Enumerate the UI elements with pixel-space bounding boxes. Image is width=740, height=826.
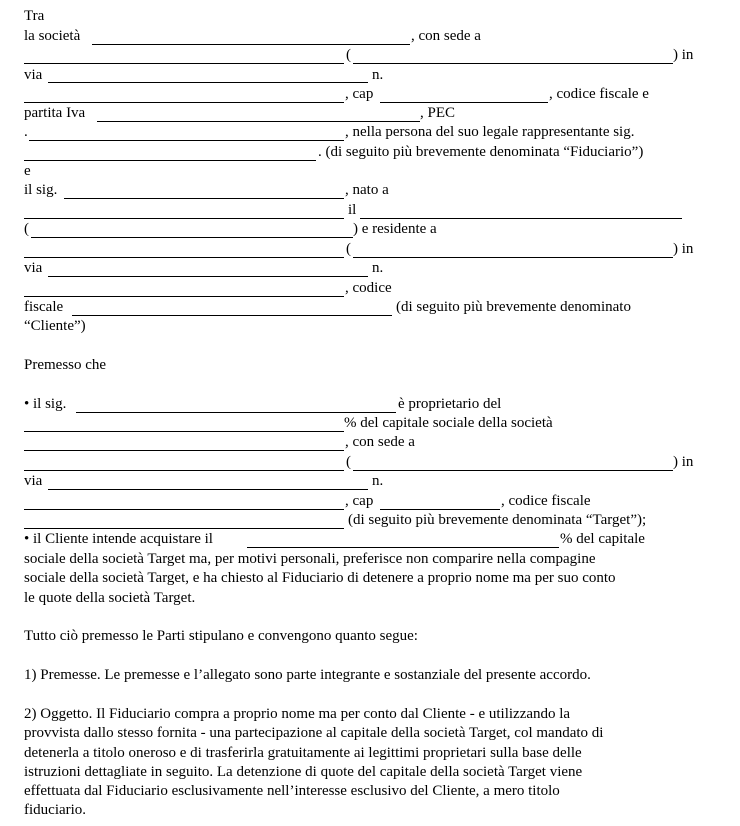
close-paren-in: ) in: [673, 47, 694, 63]
nato-a-label: , nato a: [345, 182, 389, 198]
n-label: n.: [372, 67, 384, 83]
cap-label: , cap: [345, 493, 374, 509]
n-label: n.: [372, 260, 384, 276]
civic-number-blank[interactable]: [24, 296, 344, 297]
capitale-sociale-label: % del capitale sociale della società: [344, 415, 553, 431]
close-paren-in: ) in: [673, 241, 694, 257]
percent-blank[interactable]: [24, 431, 344, 432]
via-label: via: [24, 473, 43, 489]
e-label: e: [24, 163, 31, 179]
civic-number-blank[interactable]: [24, 102, 344, 103]
proprietario-label: è proprietario del: [398, 396, 502, 412]
cliente-denomination-end: “Cliente”): [24, 318, 86, 334]
target-denomination: (di seguito più brevemente denominata “Target”);: [348, 512, 647, 528]
birthplace-blank[interactable]: [24, 218, 344, 219]
via-blank[interactable]: [48, 276, 368, 277]
target-city-blank[interactable]: [24, 470, 344, 471]
codice-fiscale-blank[interactable]: [72, 315, 392, 316]
codice-label: , codice: [345, 280, 392, 296]
legale-rappresentante-label: , nella persona del suo legale rappresentante sig.: [345, 124, 635, 140]
societa-label: la società: [24, 28, 81, 44]
article-2-line: provvista dallo stesso fornita - una partecipazione al capitale della società Target, col mandato di: [24, 725, 604, 741]
close-paren-in: ) in: [673, 454, 694, 470]
con-sede-label: , con sede a: [345, 434, 415, 450]
dot-mark: .: [24, 124, 28, 140]
article-2-line: fiduciario.: [24, 802, 87, 818]
article-2-line: effettuata dal Fiduciario esclusivamente nell’interesse esclusivo del Cliente, a mero titolo: [24, 783, 560, 799]
residence-city-blank[interactable]: [24, 257, 344, 258]
owner-name-blank[interactable]: [76, 412, 396, 413]
target-province-blank[interactable]: [353, 470, 673, 471]
birth-province-blank[interactable]: [31, 237, 353, 238]
article-2-line: detenerla a titolo oneroso e di trasferirla gratuitamente ai legittimi proprietari sulla base delle: [24, 745, 582, 761]
residence-province-blank[interactable]: [353, 257, 673, 258]
pec-label: , PEC: [420, 105, 456, 121]
partita-iva-label: partita Iva: [24, 105, 86, 121]
pec-blank[interactable]: [29, 140, 344, 141]
tutto-premesso-paragraph: Tutto ciò premesso le Parti stipulano e convengono quanto segue:: [24, 628, 418, 644]
article-2-line: istruzioni dettagliate in seguito. La detenzione di quote del capitale della società Target viene: [24, 764, 583, 780]
open-paren: (: [346, 454, 351, 470]
sede-province-blank[interactable]: [353, 63, 673, 64]
il-label: il: [348, 202, 357, 218]
via-label: via: [24, 67, 43, 83]
via-blank[interactable]: [48, 82, 368, 83]
codice-fiscale-label: , codice fiscale: [501, 493, 591, 509]
codice-fiscale-label: , codice fiscale e: [549, 86, 649, 102]
open-paren: (: [346, 241, 351, 257]
cap-blank[interactable]: [380, 509, 500, 510]
fiscale-label: fiscale: [24, 299, 64, 315]
via-label: via: [24, 260, 43, 276]
civic-number-blank[interactable]: [24, 509, 344, 510]
bullet2-line2: sociale della società Target ma, per motivi personali, preferisce non comparire nella compagine: [24, 551, 596, 567]
cliente-name-blank[interactable]: [64, 198, 344, 199]
cliente-denomination: (di seguito più brevemente denominato: [396, 299, 631, 315]
rappresentante-blank[interactable]: [24, 160, 316, 161]
tra-label: Tra: [24, 8, 45, 24]
cap-blank[interactable]: [380, 102, 548, 103]
open-paren: (: [346, 47, 351, 63]
target-codice-fiscale-blank[interactable]: [24, 528, 344, 529]
acquisition-percent-blank[interactable]: [247, 547, 559, 548]
premesso-che-heading: Premesso che: [24, 357, 107, 373]
open-paren: (: [24, 221, 29, 237]
via-blank[interactable]: [48, 489, 368, 490]
con-sede-label: , con sede a: [411, 28, 481, 44]
bullet2-line1-end: % del capitale: [560, 531, 645, 547]
bullet1-il-sig: • il sig.: [24, 396, 67, 412]
sede-city-blank[interactable]: [24, 63, 344, 64]
il-sig-label: il sig.: [24, 182, 58, 198]
article-2-line: 2) Oggetto. Il Fiduciario compra a proprio nome ma per conto dal Cliente - e utilizzando la: [24, 706, 571, 722]
societa-name-blank[interactable]: [92, 44, 410, 45]
birthdate-blank[interactable]: [360, 218, 682, 219]
bullet2-line1: • il Cliente intende acquistare il: [24, 531, 213, 547]
n-label: n.: [372, 473, 384, 489]
bullet2-line4: le quote della società Target.: [24, 590, 196, 606]
target-name-blank[interactable]: [24, 450, 344, 451]
bullet2-line3: sociale della società Target, e ha chiesto al Fiduciario di detenere a proprio nome ma per suo conto: [24, 570, 616, 586]
fiduciario-denomination: . (di seguito più brevemente denominata “Fiduciario”): [318, 144, 644, 160]
article-1: 1) Premesse. Le premesse e l’allegato sono parte integrante e sostanziale del presente accordo.: [24, 667, 591, 683]
residente-label: ) e residente a: [353, 221, 437, 237]
cap-label: , cap: [345, 86, 374, 102]
partita-iva-blank[interactable]: [97, 121, 420, 122]
